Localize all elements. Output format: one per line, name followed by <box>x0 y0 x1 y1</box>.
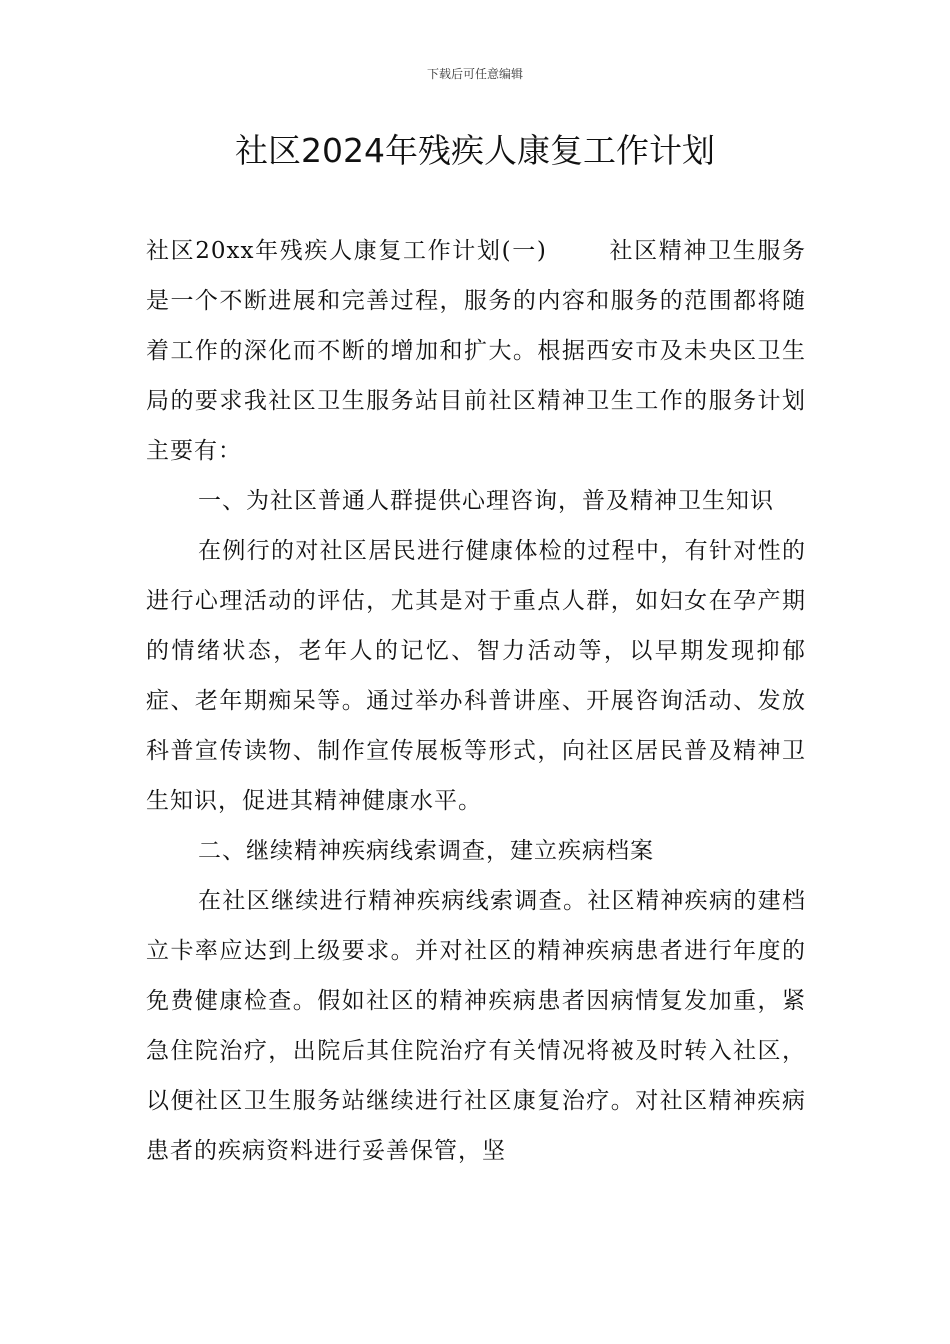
header-note: 下载后可任意编辑 <box>426 67 523 81</box>
body-paragraph-1: 在例行的对社区居民进行健康体检的过程中，有针对性的进行心理活动的评估，尤其是对于重点人群，如妇女在孕产期的情绪状态，老年人的记忆、智力活动等，以早期发现抑郁症、老年期痴呆等。通过举办科普讲座、开展咨询活动、发放科普宣传读物、制作宣传展板等形式，向社区居民普及精神卫生知识，促进其精神健康水平。 <box>146 538 806 814</box>
document-body <box>146 226 806 1176</box>
intro-paragraph <box>146 226 806 476</box>
intro-lead: 社区20xx年残疾人康复工作计划(一) <box>146 238 547 264</box>
body-paragraph-2: 在社区继续进行精神疾病线索调查。社区精神疾病的建档立卡率应达到上级要求。并对社区的精神疾病患者进行年度的免费健康检查。假如社区的精神疾病患者因病情复发加重，紧急住院治疗，出院后其住院治疗有关情况将被及时转入社区，以便社区卫生服务站继续进行社区康复治疗。对社区精神疾病患者的疾病资料进行妥善保管，坚 <box>146 888 806 1164</box>
section-heading-2: 二、继续精神疾病线索调查，建立疾病档案 <box>198 838 654 864</box>
section-heading-1: 一、为社区普通人群提供心理咨询，普及精神卫生知识 <box>198 488 774 514</box>
document-title: 社区2024年残疾人康复工作计划 <box>235 131 715 170</box>
intro-text: 社区精神卫生服务是一个不断进展和完善过程，服务的内容和服务的范围都将随着工作的深化而不断的增加和扩大。根据西安市及未央区卫生局的要求我社区卫生服务站目前社区精神卫生工作的服务计划主要有： <box>146 238 807 464</box>
